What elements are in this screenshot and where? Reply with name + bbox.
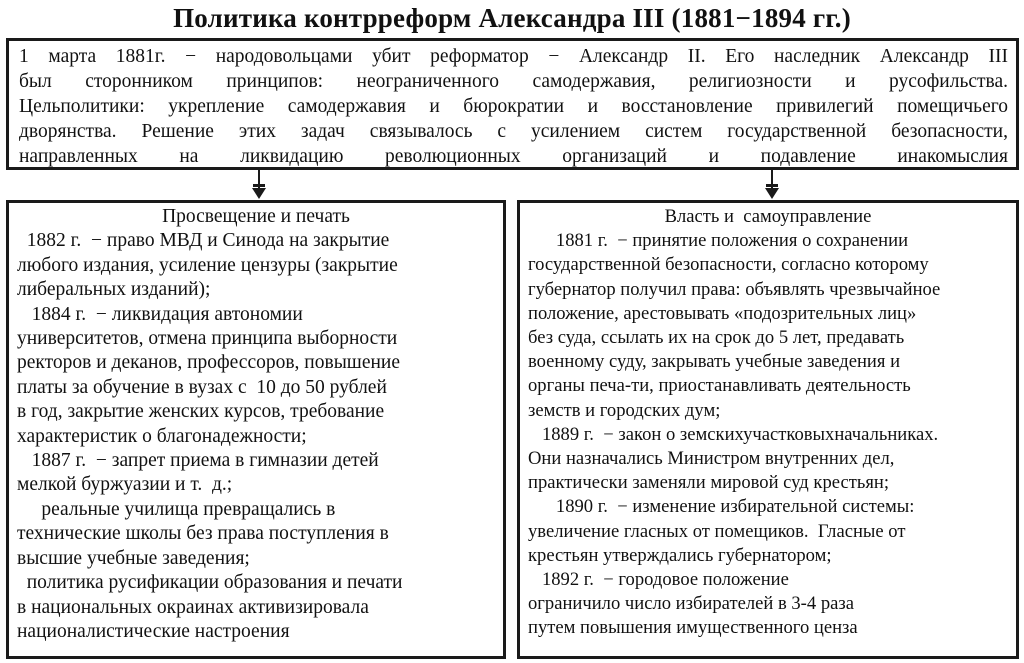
education-line: университетов, отмена принципа выборности <box>17 328 398 350</box>
intro-line: Цельполитики: укрепление самодержавия и бюрократии и восстановление привилегий помещичьего <box>19 96 1008 117</box>
power-governance-heading: Власть и самоуправление <box>664 206 872 227</box>
education-line: в год, закрытие женских курсов, требование <box>17 401 385 423</box>
governance-line: положение, арестовывать «подозрительных лиц» <box>528 302 917 324</box>
education-line: политика русификации образования и печати <box>17 572 403 594</box>
governance-line: земств и городских дум; <box>528 399 721 421</box>
right-connector-bar <box>766 184 778 187</box>
governance-line: государственной безопасности, согласно которому <box>528 254 929 276</box>
page-title: Политика контрреформ Александра III (1881−1894 гг.) <box>173 3 851 33</box>
governance-line: 1881 г. − принятие положения о сохранении <box>528 230 909 252</box>
education-line: высшие учебные заведения; <box>17 547 250 569</box>
governance-line: военному суду, закрывать учебные заведения и <box>528 351 901 373</box>
intro-line: был сторонником принципов: неограниченного самодержавия, религиозности и русофильства. <box>19 71 1008 92</box>
education-line: платы за обучение в вузах с 10 до 50 рублей <box>17 376 387 398</box>
intro-line: дворянства. Решение этих задач связывалось с усилением систем государственной безопасности, <box>19 121 1008 142</box>
left-connector-bar <box>253 184 265 187</box>
governance-line: губернатор получил права: объявлять чрезвычайное <box>528 278 941 300</box>
governance-line: увеличение гласных от помещиков. Гласные от <box>528 520 906 542</box>
governance-line: практически заменяли мировой суд крестьян; <box>528 472 889 494</box>
governance-line: Они назначались Министром внутренних дел, <box>528 448 895 470</box>
governance-line: путем повышения имущественного ценза <box>528 617 858 639</box>
education-press-box <box>6 200 506 659</box>
education-line: 1887 г. − запрет приема в гимназии детей <box>17 450 379 472</box>
intro-line: 1 марта 1881г. − народовольцами убит реформатор − Александр II. Его наследник Александр III <box>19 46 1008 67</box>
education-line: характеристик о благонадежности; <box>17 425 307 447</box>
governance-line: ограничило число избирателей в 3-4 раза <box>528 593 854 615</box>
governance-line: 1892 г. − городовое положение <box>528 569 789 591</box>
education-line: технические школы без права поступления в <box>17 523 389 545</box>
governance-line: 1889 г. − закон о земскихучастковыхначальниках. <box>528 423 939 445</box>
right-arrow-icon <box>765 188 779 199</box>
education-press-heading: Просвещение и печать <box>162 206 350 227</box>
education-line: ректоров и деканов, профессоров, повышение <box>17 352 401 374</box>
education-line: любого издания, усиление цензуры (закрытие <box>17 254 398 276</box>
education-line: националистические настроения <box>17 620 290 642</box>
education-line: 1882 г. − право МВД и Синода на закрытие <box>17 230 390 252</box>
governance-line: без суда, ссылать их на срок до 5 лет, предавать <box>528 327 905 349</box>
education-line: реальные училища превращались в <box>17 498 336 520</box>
education-line: 1884 г. − ликвидация автономии <box>17 303 303 325</box>
left-arrow-icon <box>252 188 266 199</box>
intro-box <box>6 38 1019 170</box>
power-governance-box <box>517 200 1019 659</box>
governance-line: крестьян утверждались губернатором; <box>528 544 832 566</box>
education-line: либеральных изданий); <box>17 279 211 301</box>
education-line: в национальных окраинах активизировала <box>17 596 369 618</box>
education-line: мелкой буржуазии и т. д.; <box>17 474 233 496</box>
governance-line: 1890 г. − изменение избирательной системы: <box>528 496 915 518</box>
intro-line: направленных на ликвидацию революционных организаций и подавление инакомыслия <box>19 146 1008 167</box>
governance-line: органы печа-ти, приостанавливать деятельность <box>528 375 911 397</box>
